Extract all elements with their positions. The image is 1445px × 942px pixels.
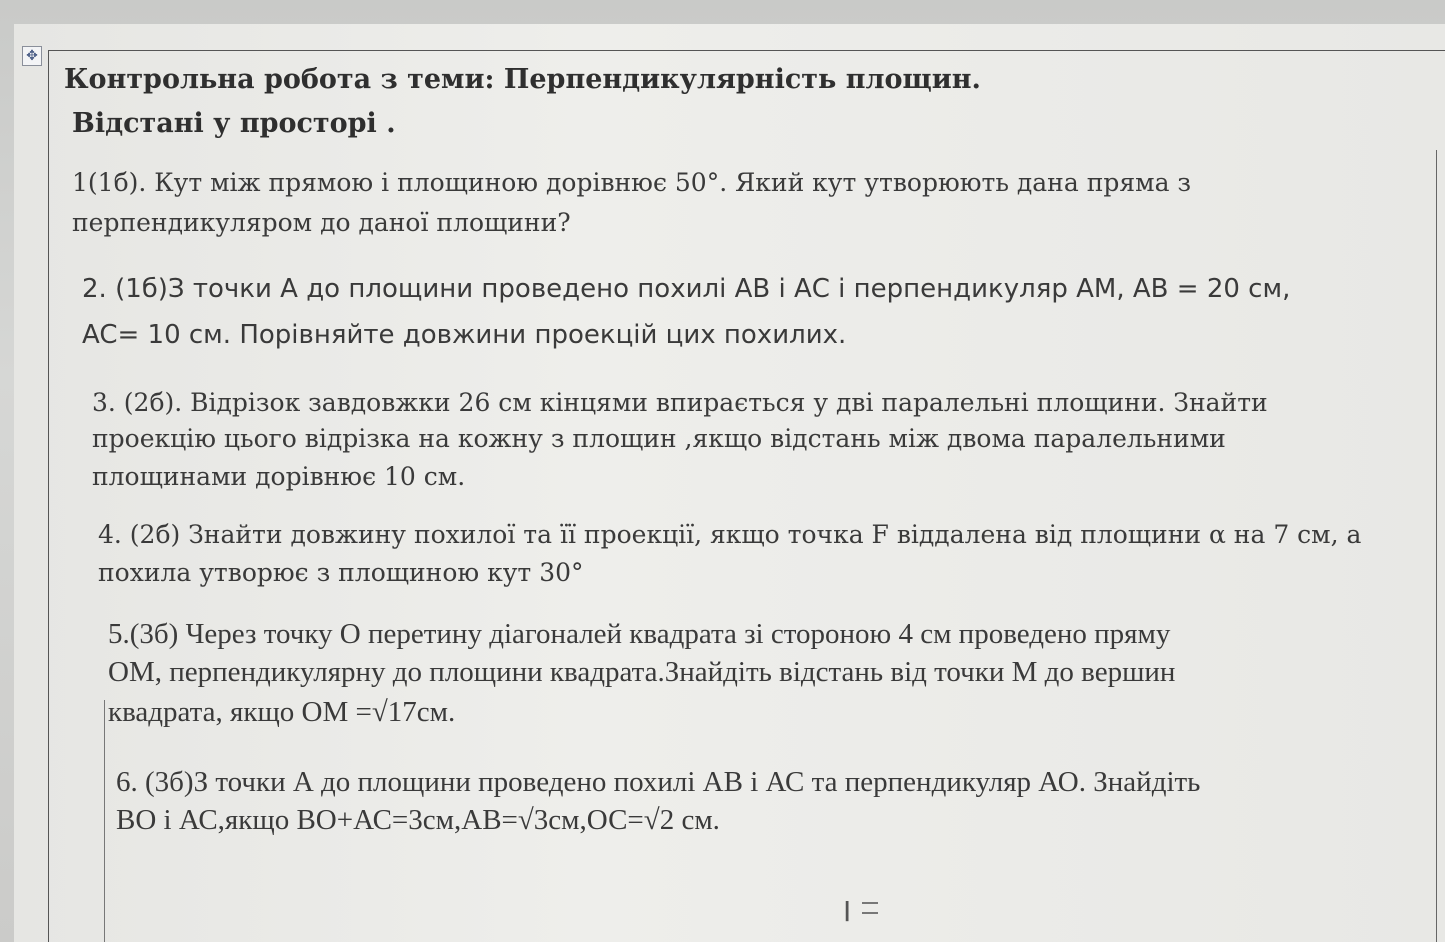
table-move-handle-icon[interactable]: ✥	[22, 46, 42, 66]
table-border-top	[48, 50, 1445, 51]
paragraph-indicator-icon	[862, 902, 878, 914]
document-subtitle: Відстані у просторі .	[72, 108, 396, 139]
question-5-line-1: 5.(3б) Через точку О перетину діагоналей квадрата зі стороною 4 см проведено пряму	[108, 618, 1171, 650]
text-cursor-icon: I	[843, 895, 852, 928]
question-5-line-2: ОМ, перпендикулярну до площини квадрата.Знайдіть відстань від точки М до вершин	[108, 656, 1176, 688]
table-border-left	[48, 50, 49, 942]
question-3-line-3: площинами дорівнює 10 см.	[92, 462, 466, 491]
question-3-line-2: проекцію цього відрізка на кожну з площин ,якщо відстань між двома паралельними	[92, 424, 1226, 453]
question-2-line-1: 2. (1б)З точки А до площини проведено похилі АВ і АС і перпендикуляр АМ, AB = 20 см,	[82, 274, 1291, 304]
document-title: Контрольна робота з теми: Перпендикулярність площин.	[64, 64, 981, 95]
question-6-line-1: 6. (3б)З точки А до площини проведено похилі АВ і АС та перпендикуляр АО. Знайдіть	[116, 766, 1201, 798]
question-4-line-2: похила утворює з площиною кут 30°	[98, 558, 584, 587]
question-3-line-1: 3. (2б). Відрізок завдовжки 26 см кінцями впирається у дві паралельні площини. Знайти	[92, 388, 1268, 417]
question-5-line-3: квадрата, якщо ОМ =√17см.	[108, 696, 456, 728]
question-1-line-1: 1(1б). Кут між прямою і площиною дорівнює 50°. Який кут утворюють дана пряма з	[72, 168, 1192, 197]
question-4-line-1: 4. (2б) Знайти довжину похилої та її проекції, якщо точка F віддалена від площини α на 7 см, а	[98, 520, 1362, 549]
question-1-line-2: перпендикуляром до даної площини?	[72, 208, 571, 237]
question-6-line-2: ВО і АС,якщо ВО+АС=3см,АВ=√3см,ОС=√2 см.	[116, 804, 720, 836]
question-2-line-2: AC= 10 см. Порівняйте довжини проекцій цих похилих.	[82, 320, 847, 350]
table-border-right	[1436, 150, 1437, 942]
cell-border	[104, 700, 105, 942]
